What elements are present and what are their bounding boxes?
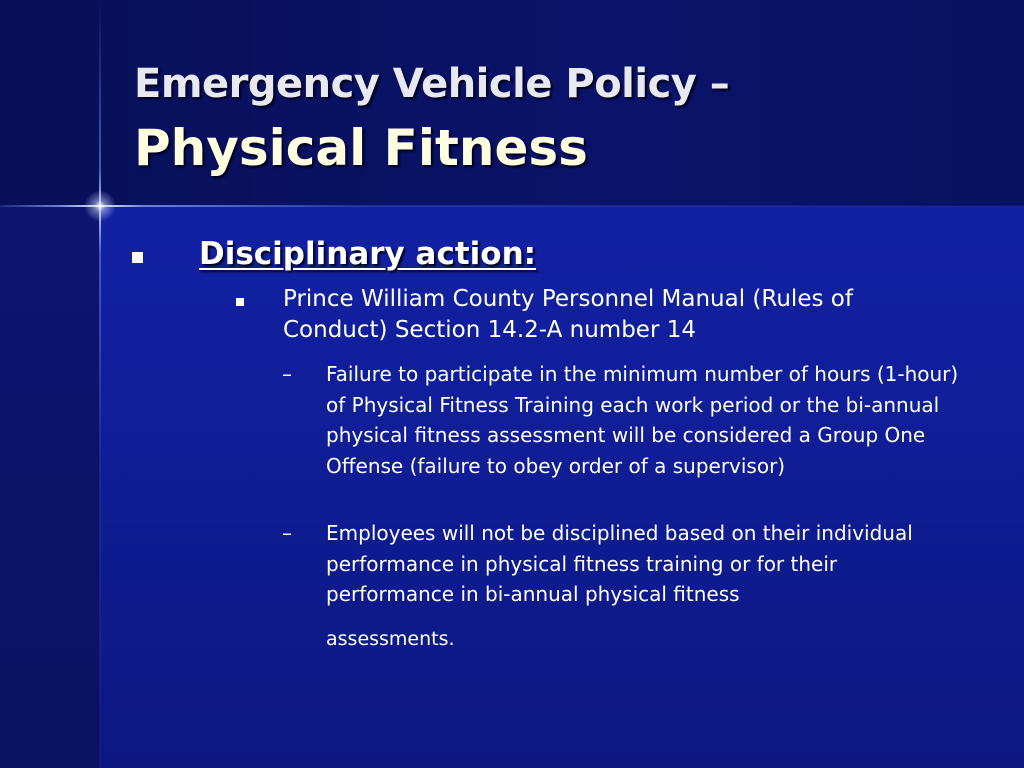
square-bullet-icon: [132, 252, 143, 263]
horizontal-accent-line: [0, 205, 1024, 207]
slide-title: [134, 54, 729, 182]
dash-marker: –: [282, 521, 292, 545]
dash-item-not-disciplined: [282, 518, 962, 654]
dash-item-failure-to-participate: [282, 359, 962, 481]
dash-item-text: Failure to participate in the minimum number of hours (1-hour) of Physical Fitness Training each work period or the bi-annual physical fitness assessment will be considered a Group One Offense (failure to obey order of a supervisor): [326, 362, 959, 478]
dash-item-tail: assessments.: [326, 627, 455, 650]
sparkle-icon: [84, 190, 116, 222]
vertical-accent-line: [99, 0, 101, 768]
sub-bullet-text: Prince William County Personnel Manual (Rules of Conduct) Section 14.2-A number 14: [283, 286, 853, 343]
left-band: [0, 206, 100, 768]
bullet-heading: Disciplinary action:: [199, 236, 537, 272]
bullet-disciplinary-action: [132, 234, 992, 274]
dash-item-text: Employees will not be disciplined based on their individual performance in physical fitness training or for their performance in bi-annual physical fitness: [326, 521, 913, 606]
dash-marker: –: [282, 362, 292, 386]
title-line-1: Emergency Vehicle Policy –: [134, 61, 730, 107]
dash-item-body: [326, 518, 962, 654]
title-line-2: Physical Fitness: [134, 119, 588, 177]
square-bullet-icon: [236, 298, 244, 306]
sub-bullet-personnel-manual: [236, 284, 936, 346]
